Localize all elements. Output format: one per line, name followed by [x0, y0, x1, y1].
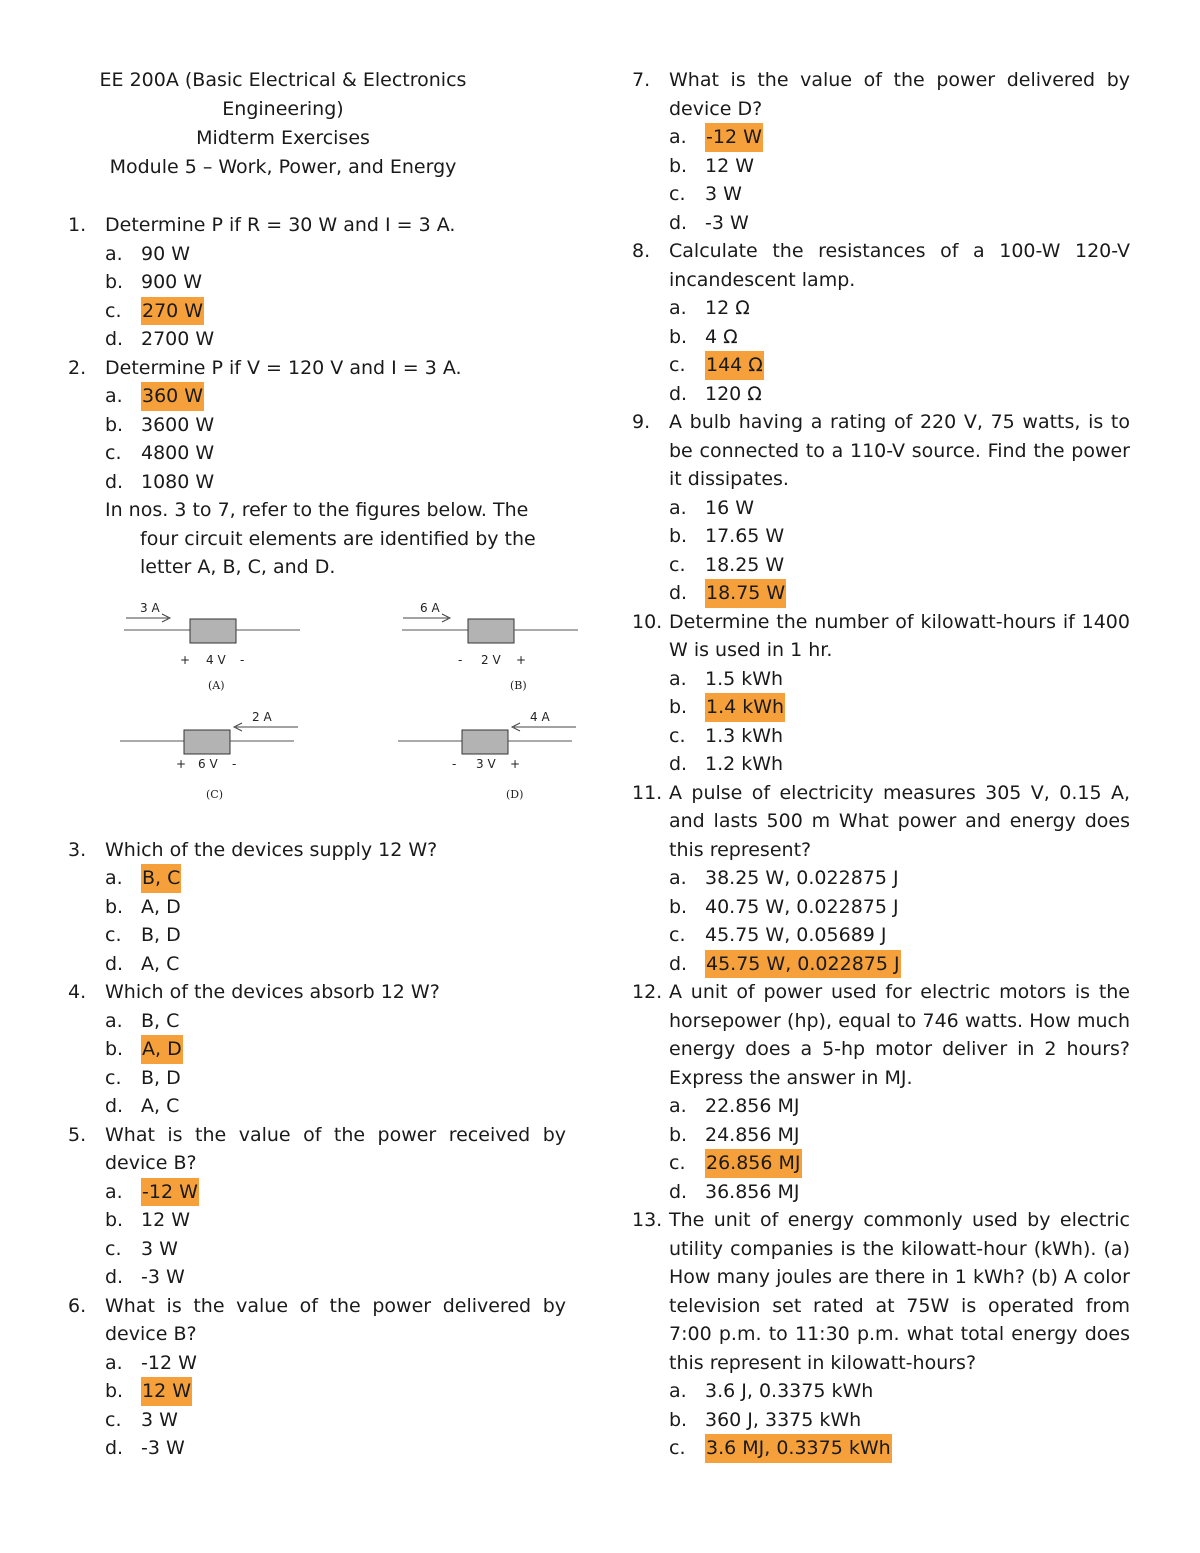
- element-a-minus: -: [240, 652, 245, 667]
- option-b: b. A, D: [105, 895, 181, 918]
- element-d-plus: +: [510, 756, 521, 771]
- option-d: d. 120 Ω: [669, 382, 762, 405]
- option-b: b. 17.65 W: [669, 525, 785, 547]
- option-d: d. A, C: [105, 952, 180, 975]
- element-b-label: (B): [510, 678, 527, 692]
- option-c: c. 4800 W: [105, 442, 215, 464]
- option-d: d. -3 W: [105, 1437, 185, 1459]
- option-b: b. 12 W: [105, 1209, 191, 1231]
- question-number: 9.: [632, 411, 651, 433]
- option-a-answer: a. B, C: [68, 864, 566, 893]
- answer-highlight: 144 Ω: [705, 351, 764, 380]
- question-10: [632, 608, 1130, 779]
- answer-highlight: 18.75 W: [705, 579, 786, 608]
- question-number: 6.: [68, 1294, 87, 1317]
- element-c-plus: +: [176, 756, 187, 771]
- option-c-answer: c. 144 Ω: [632, 351, 1130, 380]
- element-b-minus: -: [458, 652, 463, 667]
- option-a-answer: a. -12 W: [68, 1178, 566, 1207]
- option-a: a. 12 Ω: [669, 297, 750, 319]
- option-d-answer: d. 18.75 W: [632, 579, 1130, 608]
- question-number: 13.: [632, 1209, 663, 1231]
- element-d-minus: -: [452, 756, 457, 771]
- option-a: a. 16 W: [669, 496, 755, 519]
- option-d: d. A, C: [105, 1095, 180, 1117]
- option-b-answer: b. A, D: [68, 1035, 566, 1064]
- question-text: What is the value of the power delivered by device D?: [669, 69, 1130, 120]
- question-number: 8.: [632, 240, 651, 262]
- question-text: The unit of energy commonly used by electric utility companies is the kilowatt-hour (kWh). (a) How many joules are there in 1 kWh? (b) A color television set rated at 75W is operated from 7:00 p.m. to 11:30 p.m. what total energy does this represent in kilowatt-hours?: [669, 1209, 1130, 1374]
- element-a-current: 3 A: [140, 600, 160, 615]
- option-d: d. 1080 W: [105, 470, 215, 493]
- option-a: a. -12 W: [105, 1351, 197, 1374]
- option-b: b. 12 W: [669, 154, 755, 177]
- question-9: [632, 408, 1130, 608]
- option-c: c. 18.25 W: [669, 553, 785, 576]
- element-c-label: (C): [206, 787, 223, 801]
- option-a-answer: a. 360 W: [68, 382, 566, 411]
- circuit-figures: [68, 590, 566, 830]
- option-b: b. 360 J, 3375 kWh: [669, 1408, 862, 1431]
- option-c-answer: c. 270 W: [68, 297, 566, 326]
- course-title-line1: EE 200A (Basic Electrical & Electronics: [99, 69, 467, 91]
- question-1: [68, 211, 566, 354]
- question-7: [632, 66, 1130, 237]
- question-4: [68, 978, 566, 1121]
- option-b: b. 24.856 MJ: [669, 1123, 800, 1146]
- element-b-box: [468, 619, 514, 643]
- option-c: c. B, D: [105, 1066, 181, 1089]
- question-text: Determine P if R = 30 W and I = 3 A.: [105, 214, 456, 236]
- option-b-answer: b. 1.4 kWh: [632, 693, 1130, 722]
- element-c-minus: -: [232, 756, 237, 771]
- question-13: [632, 1206, 1130, 1463]
- option-c: c. B, D: [105, 924, 181, 946]
- option-d: d. 2700 W: [105, 328, 215, 350]
- option-d-answer: d. 45.75 W, 0.022875 J: [632, 950, 1130, 979]
- figure-instruction: In nos. 3 to 7, refer to the figures below. The four circuit elements are identified by the letter A, B, C, and D.: [105, 499, 536, 578]
- question-number: 10.: [632, 610, 663, 633]
- question-text: Which of the devices supply 12 W?: [105, 838, 438, 861]
- element-c-box: [184, 730, 230, 754]
- answer-highlight: 3.6 MJ, 0.3375 kWh: [705, 1434, 892, 1463]
- element-c-current: 2 A: [252, 709, 272, 724]
- option-a: a. 1.5 kWh: [669, 667, 784, 690]
- element-d: [398, 710, 576, 801]
- answer-highlight: 360 W: [141, 382, 204, 411]
- option-b: b. 900 W: [105, 271, 203, 293]
- answer-highlight: 26.856 MJ: [705, 1149, 802, 1178]
- question-number: 7.: [632, 69, 651, 91]
- element-c: [120, 710, 298, 801]
- answer-highlight: -12 W: [141, 1178, 199, 1207]
- option-c: c. 3 W: [105, 1408, 178, 1431]
- question-text: Determine P if V = 120 V and I = 3 A.: [105, 356, 462, 379]
- element-a-plus: +: [180, 652, 191, 667]
- answer-highlight: B, C: [141, 864, 181, 893]
- right-column: [632, 66, 1130, 1463]
- left-column: [68, 66, 566, 1463]
- element-a-label: (A): [208, 678, 225, 692]
- element-b-voltage: 2 V: [481, 652, 501, 667]
- question-3: [68, 836, 566, 979]
- question-number: 5.: [68, 1123, 87, 1146]
- option-b-answer: b. 12 W: [68, 1377, 566, 1406]
- element-d-voltage: 3 V: [476, 756, 496, 771]
- element-b-plus: +: [516, 652, 527, 667]
- option-d: d. -3 W: [669, 211, 749, 234]
- element-a-voltage: 4 V: [206, 652, 226, 667]
- element-c-voltage: 6 V: [198, 756, 218, 771]
- option-a: a. 38.25 W, 0.022875 J: [669, 867, 899, 889]
- option-b: b. 4 Ω: [669, 325, 738, 348]
- question-12: [632, 978, 1130, 1206]
- question-number: 12.: [632, 981, 663, 1003]
- option-c: c. 3 W: [669, 183, 742, 205]
- module-title: Module 5 – Work, Power, and Energy: [109, 156, 457, 178]
- question-11: [632, 779, 1130, 979]
- element-b: [402, 601, 578, 692]
- question-number: 2.: [68, 356, 87, 379]
- element-d-label: (D): [506, 787, 524, 801]
- question-text: Determine the number of kilowatt-hours if 1400 W is used in 1 hr.: [669, 610, 1130, 661]
- option-c: c. 3 W: [105, 1237, 178, 1260]
- document-header: [0, 66, 566, 182]
- question-8: [632, 237, 1130, 408]
- option-c-answer: c. 3.6 MJ, 0.3375 kWh: [632, 1434, 1130, 1463]
- option-b: b. 3600 W: [105, 413, 215, 436]
- question-text: A pulse of electricity measures 305 V, 0.15 A, and lasts 500 m What power and energy does this represent?: [669, 781, 1130, 861]
- exercise-title: Midterm Exercises: [196, 127, 370, 149]
- question-text: What is the value of the power delivered by device B?: [105, 1294, 566, 1345]
- question-5: [68, 1121, 566, 1292]
- question-text: A unit of power used for electric motors is the horsepower (hp), equal to 746 watts. How much energy does a 5-hp motor deliver in 2 hours? Express the answer in MJ.: [669, 981, 1130, 1089]
- element-a-box: [190, 619, 236, 643]
- answer-highlight: -12 W: [705, 123, 763, 152]
- option-c-answer: c. 26.856 MJ: [632, 1149, 1130, 1178]
- question-number: 3.: [68, 838, 87, 861]
- answer-highlight: A, D: [141, 1035, 183, 1064]
- option-d: d. 1.2 kWh: [669, 753, 784, 775]
- option-a: a. 3.6 J, 0.3375 kWh: [669, 1380, 874, 1402]
- element-b-current: 6 A: [420, 600, 440, 615]
- answer-highlight: 45.75 W, 0.022875 J: [705, 950, 901, 979]
- question-text: Calculate the resistances of a 100-W 120-V incandescent lamp.: [669, 240, 1130, 291]
- answer-highlight: 1.4 kWh: [705, 693, 785, 722]
- answer-highlight: 270 W: [141, 297, 204, 326]
- option-d: d. 36.856 MJ: [669, 1180, 800, 1203]
- option-a: a. B, C: [105, 1009, 180, 1032]
- option-a: a. 22.856 MJ: [669, 1095, 800, 1117]
- option-c: c. 1.3 kWh: [669, 724, 784, 747]
- option-a: a. 90 W: [105, 242, 191, 265]
- option-b: b. 40.75 W, 0.022875 J: [669, 895, 899, 918]
- question-text: A bulb having a rating of 220 V, 75 watts, is to be connected to a 110-V source. Find the power it dissipates.: [669, 411, 1130, 490]
- answer-highlight: 12 W: [141, 1377, 192, 1406]
- question-number: 4.: [68, 981, 87, 1003]
- question-text: Which of the devices absorb 12 W?: [105, 981, 440, 1003]
- question-number: 1.: [68, 214, 87, 236]
- question-text: What is the value of the power received by device B?: [105, 1123, 566, 1174]
- circuit-elements-diagram: [112, 590, 582, 822]
- question-2: [68, 354, 566, 497]
- option-c: c. 45.75 W, 0.05689 J: [669, 924, 887, 946]
- question-6: [68, 1292, 566, 1463]
- element-d-current: 4 A: [530, 709, 550, 724]
- course-title-line2: Engineering): [222, 98, 344, 120]
- option-a-answer: a. -12 W: [632, 123, 1130, 152]
- question-number: 11.: [632, 781, 663, 804]
- option-d: d. -3 W: [105, 1266, 185, 1288]
- element-a: [124, 601, 300, 692]
- element-d-box: [462, 730, 508, 754]
